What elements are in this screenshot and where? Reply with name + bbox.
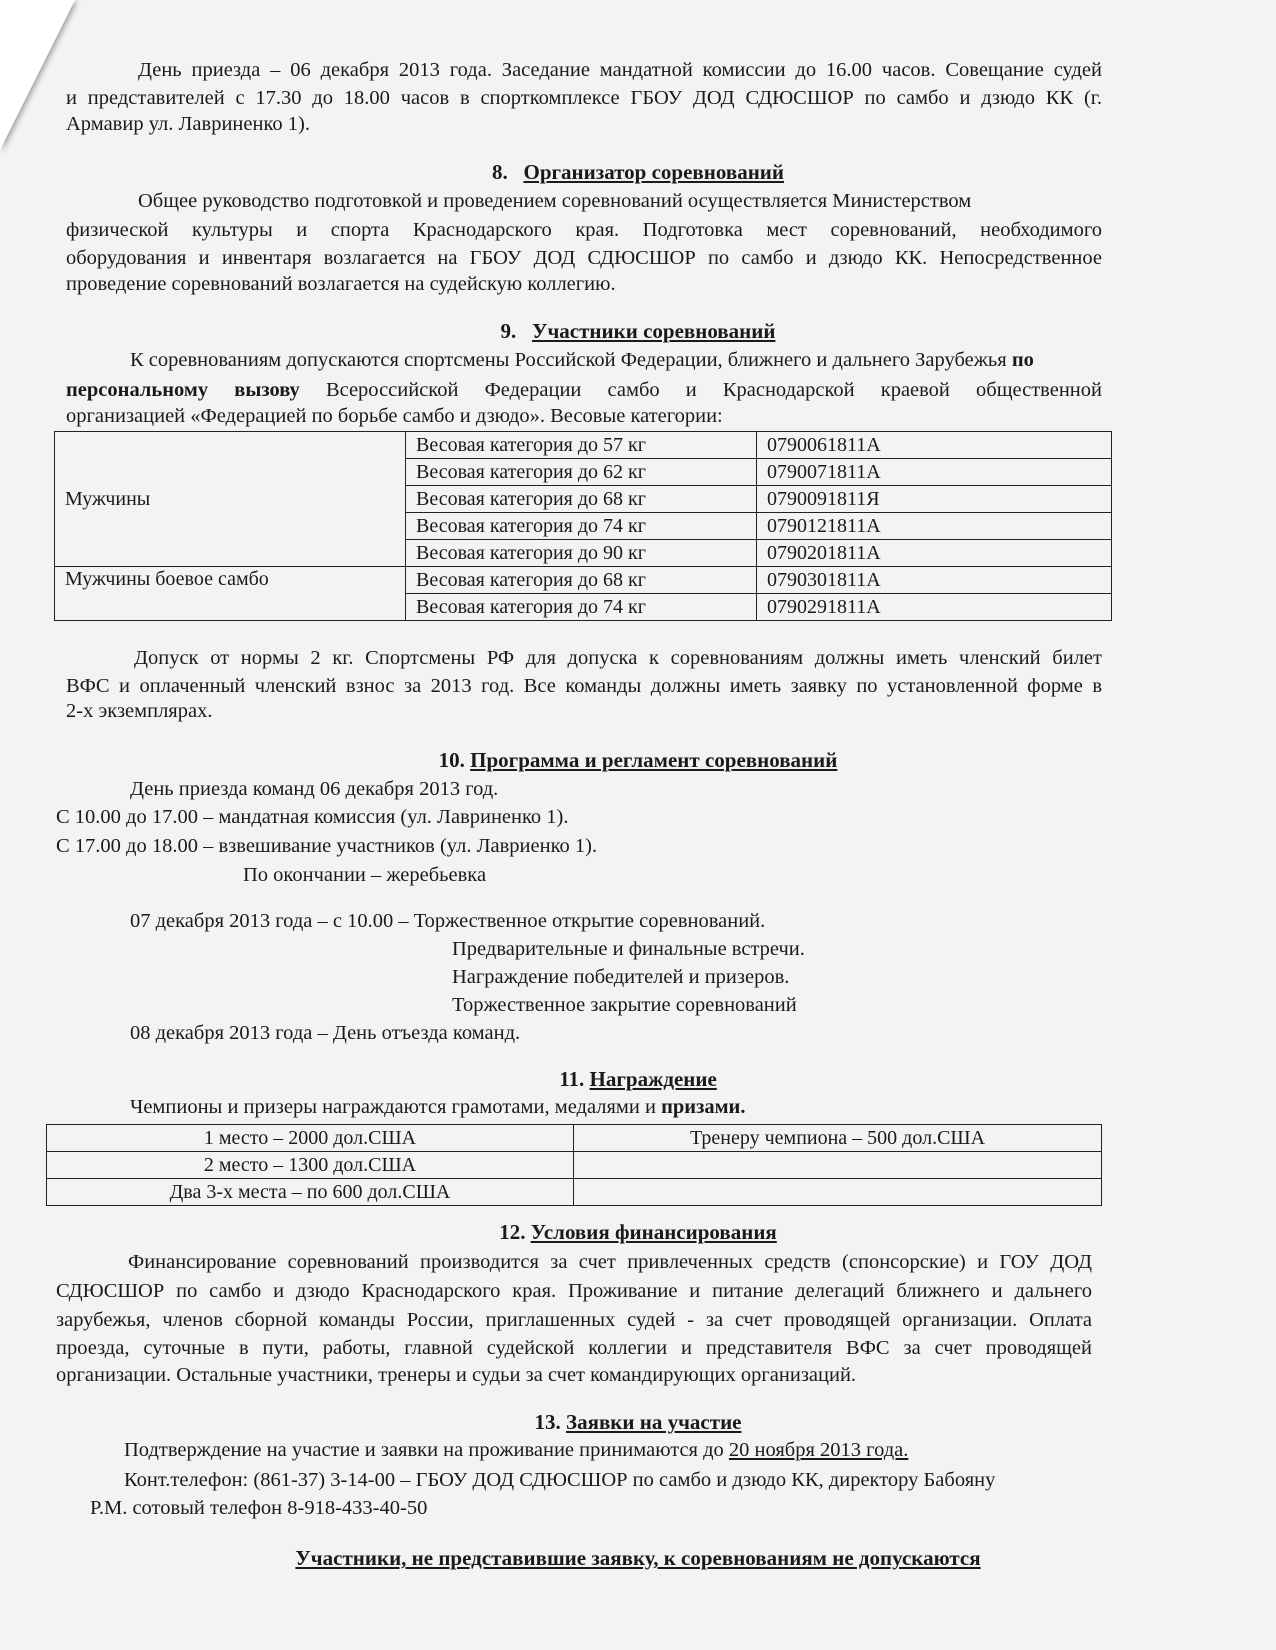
empty-cell xyxy=(574,1179,1102,1206)
weight-category: Весовая категория до 68 кг xyxy=(406,486,757,513)
s9-after-3: 2-х экземплярах. xyxy=(66,700,213,722)
weight-category: Весовая категория до 74 кг xyxy=(406,594,757,621)
s9-line-2: персональному вызову Всероссийской Федерации самбо и Краснодарской краевой общественной xyxy=(66,379,1102,401)
table-row xyxy=(55,567,1112,594)
category-code: 0790091811Я xyxy=(757,486,1112,513)
section-9-heading: 9. Участники соревнований xyxy=(500,319,776,343)
s8-line-3: оборудования и инвентаря возлагается на ГБОУ ДОД СДЮСШОР по самбо и дзюдо КК. Непосредственное xyxy=(66,247,1102,269)
folded-corner xyxy=(0,0,75,150)
section-12-heading: 12. Условия финансирования xyxy=(499,1220,777,1244)
s12-line-1: Финансирование соревнований производится за счет привлеченных средств (спонсорские) и ГОУ ДОД xyxy=(128,1251,1092,1273)
s9-line-3: организацией «Федерацией по борьбе самбо и дзюдо». Весовые категории: xyxy=(66,405,723,427)
s12-line-4: проезда, суточные в пути, работы, главной судейской коллегии и представителя ВФС за счет проводящей xyxy=(56,1337,1092,1359)
weight-category: Весовая категория до 57 кг xyxy=(406,432,757,459)
arrival-line-1: День приезда – 06 декабря 2013 года. Заседание мандатной комиссии до 16.00 часов. Совещание судей xyxy=(138,59,1102,81)
s10-line-5: 07 декабря 2013 года – с 10.00 – Торжественное открытие соревнований. xyxy=(130,910,766,932)
table-row xyxy=(47,1152,1102,1179)
section-10-heading: 10. Программа и регламент соревнований xyxy=(438,748,838,772)
s13-line-2: Конт.телефон: (861-37) 3-14-00 – ГБОУ ДОД СДЮСШОР по самбо и дзюдо КК, директору Бабояну xyxy=(124,1469,996,1491)
s12-line-5: организации. Остальные участники, тренеры и судьи за счет командирующих организаций. xyxy=(56,1364,857,1386)
arrival-line-2: и представителей с 17.30 до 18.00 часов в спорткомплексе ГБОУ ДОД СДЮСШОР по самбо и дзюдо КК (г. xyxy=(66,87,1102,109)
s13-line-1: Подтверждение на участие и заявки на проживание принимаются до 20 ноября 2013 года. xyxy=(124,1439,909,1461)
weight-category: Весовая категория до 90 кг xyxy=(406,540,757,567)
s9-after-1: Допуск от нормы 2 кг. Спортсмены РФ для допуска к соревнованиям должны иметь членский билет xyxy=(134,647,1102,669)
arrival-line-3: Армавир ул. Лавриненко 1). xyxy=(66,113,310,135)
weight-category: Весовая категория до 62 кг xyxy=(406,459,757,486)
s10-line-8: Торжественное закрытие соревнований xyxy=(452,994,797,1016)
table-row xyxy=(47,1125,1102,1152)
s9-after-2: ВФС и оплаченный членский взнос за 2013 год. Все команды должны иметь заявку по установленной форме в xyxy=(66,675,1102,697)
s10-line-4: По окончании – жеребьевка xyxy=(243,864,487,886)
table-row xyxy=(47,1179,1102,1206)
awards-table xyxy=(46,1124,1102,1206)
s8-line-4: проведение соревнований возлагается на судейскую коллегию. xyxy=(66,273,616,295)
s8-line-2: физической культуры и спорта Краснодарского края. Подготовка мест соревнований, необходимого xyxy=(66,219,1102,241)
category-code: 0790071811А xyxy=(757,459,1112,486)
s10-line-7: Награждение победителей и призеров. xyxy=(452,966,790,988)
empty-cell xyxy=(574,1152,1102,1179)
s10-line-9: 08 декабря 2013 года – День отъезда команд. xyxy=(130,1022,521,1044)
weight-category: Весовая категория до 74 кг xyxy=(406,513,757,540)
s9-line-1: К соревнованиям допускаются спортсмены Российской Федерации, ближнего и дальнего Зарубежья по xyxy=(130,349,1034,371)
group-combat-sambo: Мужчины боевое самбо xyxy=(55,567,406,621)
place-1-prize: 1 место – 2000 дол.США xyxy=(47,1125,574,1152)
section-8-heading: 8. Организатор соревнований xyxy=(492,160,784,184)
category-code: 0790061811А xyxy=(757,432,1112,459)
s12-line-2: СДЮСШОР по самбо и дзюдо Краснодарского края. Проживание и питание делегаций ближнего и дальнего xyxy=(56,1280,1092,1302)
s10-line-1: День приезда команд 06 декабря 2013 год. xyxy=(130,778,499,800)
category-code: 0790201811А xyxy=(757,540,1112,567)
coach-prize: Тренеру чемпиона – 500 дол.США xyxy=(574,1125,1102,1152)
category-code: 0790301811А xyxy=(757,567,1112,594)
place-3-prize: Два 3-х места – по 600 дол.США xyxy=(47,1179,574,1206)
category-code: 0790291811А xyxy=(757,594,1112,621)
s10-line-2: С 10.00 до 17.00 – мандатная комиссия (ул. Лавриненко 1). xyxy=(56,806,569,828)
section-11-heading: 11. Награждение xyxy=(559,1067,717,1091)
no-application-note: Участники, не представившие заявку, к соревнованиям не допускаются xyxy=(295,1546,981,1570)
s13-line-3: Р.М. сотовый телефон 8-918-433-40-50 xyxy=(90,1497,428,1519)
s10-line-3: С 17.00 до 18.00 – взвешивание участников (ул. Лавриенко 1). xyxy=(56,835,598,857)
place-2-prize: 2 место – 1300 дол.США xyxy=(47,1152,574,1179)
s12-line-3: зарубежья, членов сборной команды России, приглашенных судей - за счет проводящей организации. Оплата xyxy=(56,1309,1092,1331)
group-men: Мужчины xyxy=(55,432,406,567)
s10-line-6: Предварительные и финальные встречи. xyxy=(452,938,805,960)
s11-intro: Чемпионы и призеры награждаются грамотами, медалями и призами. xyxy=(130,1096,746,1118)
weight-categories-table xyxy=(54,431,1112,621)
category-code: 0790121811А xyxy=(757,513,1112,540)
weight-category: Весовая категория до 68 кг xyxy=(406,567,757,594)
section-13-heading: 13. Заявки на участие xyxy=(534,1410,742,1434)
table-row xyxy=(55,432,1112,459)
s8-line-1: Общее руководство подготовкой и проведением соревнований осуществляется Министерством xyxy=(138,190,972,212)
